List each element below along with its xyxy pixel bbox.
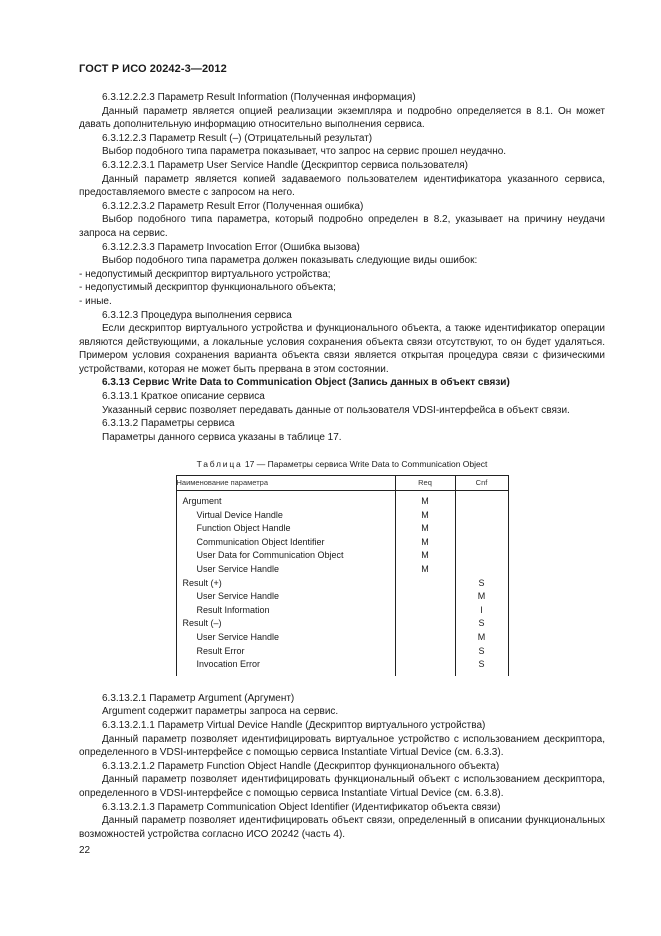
cnf-cell — [455, 522, 508, 536]
table-row — [176, 604, 508, 618]
req-cell — [395, 590, 455, 604]
paragraph: Выбор подобного типа параметра должен показывать следующие виды ошибок: — [102, 255, 478, 267]
cnf-cell — [455, 509, 508, 523]
paragraph: - недопустимый дескриптор виртуального устройства; — [79, 268, 331, 280]
parameter-name-cell: User Service Handle — [176, 563, 395, 577]
table-caption-prefix: Таблица — [196, 459, 243, 470]
paragraph: Данный параметр позволяет идентифицировать виртуальное устройство с использованием дескриптора, определенного в VDSI-интерфейсе с помощью сервиса Instantiate Virtual Device (см. 6.3.3). — [79, 733, 605, 759]
cnf-cell: S — [455, 645, 508, 659]
paragraph: 6.3.13.1 Краткое описание сервиса — [102, 391, 265, 403]
parameter-name-cell: Result (–) — [176, 617, 395, 631]
cnf-cell — [455, 491, 508, 509]
header-parameter-name: Наименование параметра — [176, 476, 395, 491]
table-row — [176, 645, 508, 659]
table-row — [176, 549, 508, 563]
parameter-name-cell: Invocation Error — [176, 658, 395, 676]
page-number: 22 — [79, 845, 91, 856]
paragraph: 6.3.13.2 Параметры сервиса — [102, 418, 235, 430]
parameter-name-cell: Result Information — [176, 604, 395, 618]
parameter-name-cell: Function Object Handle — [176, 522, 395, 536]
body-text — [79, 91, 605, 841]
cnf-cell: I — [455, 604, 508, 618]
req-cell — [395, 617, 455, 631]
paragraph: 6.3.12.2.3.1 Параметр User Service Handle (Дескриптор сервиса пользователя) — [102, 159, 468, 171]
paragraph: Данный параметр является копией задаваемого пользователем идентификатора указанного сервиса, предоставляемого вместе с запросом на него. — [79, 173, 605, 199]
paragraph: 6.3.12.2.3 Параметр Result (–) (Отрицательный результат) — [102, 132, 373, 144]
paragraph: 6.3.12.2.3.2 Параметр Result Error (Полученная ошибка) — [102, 200, 364, 212]
parameter-name-cell: Argument — [176, 491, 395, 509]
paragraph: 6.3.13 Сервис Write Data to Communication Object (Запись данных в объект связи) — [102, 377, 510, 389]
req-cell — [395, 658, 455, 676]
paragraph: - иные. — [79, 295, 112, 307]
cnf-cell: S — [455, 577, 508, 591]
cnf-cell: M — [455, 590, 508, 604]
table-row — [176, 590, 508, 604]
table-row — [176, 563, 508, 577]
parameter-name-cell: User Service Handle — [176, 631, 395, 645]
paragraph: Если дескриптор виртуального устройства и функционального объекта, а также идентификатор операции являются действующими, а локальные условия сохранения объекта связи отсутствуют, то он будет удаляться. Примером условия сохранения варианта объекта связи является открытая процедура связи с физическими устройствами, которая не может быть прервана в этом состоянии. — [79, 323, 605, 375]
paragraph: Указанный сервис позволяет передавать данные от пользователя VDSI-интерфейса в объект связи. — [102, 404, 570, 416]
req-cell: M — [395, 563, 455, 577]
req-cell — [395, 577, 455, 591]
req-cell: M — [395, 522, 455, 536]
paragraph: Argument содержит параметры запроса на сервис. — [102, 706, 339, 718]
top-paragraphs — [79, 91, 605, 444]
parameters-table — [176, 475, 509, 676]
table-body — [176, 491, 508, 676]
paragraph: 6.3.12.2.2.3 Параметр Result Information (Полученная информация) — [102, 92, 416, 103]
paragraph: Данный параметр позволяет идентифицировать функциональный объект с использованием дескриптора, определенного в VDSI-интерфейсе с помощью сервиса Instantiate Virtual Device (см. 6.3.8). — [79, 774, 605, 799]
document-header: ГОСТ Р ИСО 20242-3—2012 — [79, 63, 227, 75]
paragraph: Данный параметр является опцией реализации экземпляра и подробно определяется в 8.1. Он может давать дополнительную информацию относительно выполнения сервиса. — [79, 105, 605, 131]
header-cnf: Cnf — [455, 476, 508, 491]
parameter-name-cell: User Data for Communication Object — [176, 549, 395, 563]
paragraph: 6.3.13.2.1.3 Параметр Communication Object Identifier (Идентификатор объекта связи) — [102, 801, 501, 813]
cnf-cell: S — [455, 617, 508, 631]
table-row — [176, 522, 508, 536]
table-caption-title: 17 — Параметры сервиса Write Data to Communication Object — [244, 459, 488, 470]
table-row — [176, 658, 508, 676]
cnf-cell: M — [455, 631, 508, 645]
bottom-paragraphs — [79, 692, 605, 842]
cnf-cell — [455, 549, 508, 563]
req-cell: M — [395, 491, 455, 509]
table-caption — [79, 458, 605, 472]
table-header-row — [176, 476, 508, 491]
paragraph: - недопустимый дескриптор функционального объекта; — [79, 282, 336, 294]
cnf-cell — [455, 563, 508, 577]
table-row — [176, 577, 508, 591]
parameter-name-cell: User Service Handle — [176, 590, 395, 604]
table-row — [176, 536, 508, 550]
paragraph: 6.3.12.2.3.3 Параметр Invocation Error (Ошибка вызова) — [102, 241, 360, 253]
cnf-cell — [455, 536, 508, 550]
paragraph: Выбор подобного типа параметра показывает, что запрос на сервис прошел неудачно. — [102, 146, 507, 158]
table-row — [176, 617, 508, 631]
paragraph: 6.3.13.2.1.2 Параметр Function Object Handle (Дескриптор функционального объекта) — [102, 760, 500, 772]
req-cell — [395, 604, 455, 618]
paragraph: 6.3.12.3 Процедура выполнения сервиса — [102, 309, 292, 321]
parameter-name-cell: Communication Object Identifier — [176, 536, 395, 550]
req-cell: M — [395, 509, 455, 523]
paragraph: 6.3.13.2.1 Параметр Argument (Аргумент) — [102, 692, 295, 704]
req-cell — [395, 631, 455, 645]
paragraph: Данный параметр позволяет идентифицировать объект связи, определенный в описании функциональных возможностей устройства согласно ИСО 20242 (часть 4). — [79, 815, 605, 840]
paragraph: Выбор подобного типа параметра, который подробно определен в 8.2, указывает на причину неудачи запроса на сервис. — [79, 214, 605, 239]
table-row — [176, 491, 508, 509]
header-req: Req — [395, 476, 455, 491]
paragraph: 6.3.13.2.1.1 Параметр Virtual Device Handle (Дескриптор виртуального устройства) — [102, 719, 486, 731]
paragraph: Параметры данного сервиса указаны в таблице 17. — [102, 431, 342, 443]
parameter-name-cell: Result Error — [176, 645, 395, 659]
req-cell — [395, 645, 455, 659]
cnf-cell: S — [455, 658, 508, 676]
req-cell: M — [395, 536, 455, 550]
req-cell: M — [395, 549, 455, 563]
table-row — [176, 631, 508, 645]
parameter-name-cell: Virtual Device Handle — [176, 509, 395, 523]
parameter-name-cell: Result (+) — [176, 577, 395, 591]
table-row — [176, 509, 508, 523]
